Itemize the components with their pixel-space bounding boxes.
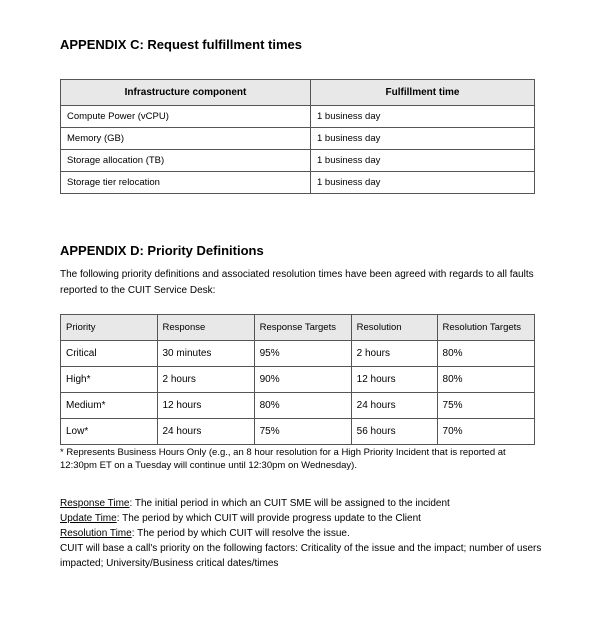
table-cell: 80% bbox=[437, 341, 534, 367]
appendix-d-intro: The following priority definitions and associated resolution times have been agreed with regards to all faults reported to the CUIT Service Desk: bbox=[60, 269, 534, 296]
table-cell: Medium* bbox=[61, 393, 158, 419]
table-row bbox=[61, 341, 535, 367]
table-header-row bbox=[61, 80, 535, 106]
table-cell: 2 hours bbox=[157, 367, 254, 393]
table-cell: High* bbox=[61, 367, 158, 393]
footnote: * Represents Business Hours Only (e.g., an 8 hour resolution for a High Priority Incident that is reported at 12:30pm ET on a Tuesday will continue until 12:30pm on Wednesday). bbox=[60, 447, 506, 471]
table-row bbox=[61, 106, 535, 128]
table-cell: 30 minutes bbox=[157, 341, 254, 367]
appendix-d-heading: APPENDIX D: Priority Definitions bbox=[60, 243, 264, 258]
table-cell: 24 hours bbox=[157, 419, 254, 445]
table-cell: 24 hours bbox=[351, 393, 437, 419]
table-cell: Critical bbox=[61, 341, 158, 367]
table-cell: 56 hours bbox=[351, 419, 437, 445]
table-cell: 75% bbox=[437, 393, 534, 419]
column-header: Fulfillment time bbox=[311, 80, 535, 106]
definition-line bbox=[60, 526, 550, 541]
table-cell: 12 hours bbox=[351, 367, 437, 393]
definition-term: Resolution Time bbox=[60, 528, 132, 539]
table-cell: 12 hours bbox=[157, 393, 254, 419]
column-header: Resolution Targets bbox=[437, 315, 534, 341]
table-cell: 90% bbox=[254, 367, 351, 393]
table-cell: 80% bbox=[437, 367, 534, 393]
table-cell: 2 hours bbox=[351, 341, 437, 367]
definition-term: Update Time bbox=[60, 513, 117, 524]
closing-text: CUIT will base a call's priority on the following factors: Criticality of the issue and the impact; number of users impacted; University/Business critical dates/times bbox=[60, 543, 542, 569]
priority-definitions-table bbox=[60, 314, 535, 445]
table-cell: Memory (GB) bbox=[61, 128, 311, 150]
column-header: Priority bbox=[61, 315, 158, 341]
column-header: Response Targets bbox=[254, 315, 351, 341]
table-row bbox=[61, 172, 535, 194]
table-row bbox=[61, 419, 535, 445]
definition-line bbox=[60, 496, 550, 511]
definition-text: : The initial period in which an CUIT SME will be assigned to the incident bbox=[129, 498, 450, 509]
table-row bbox=[61, 128, 535, 150]
table-cell: Storage allocation (TB) bbox=[61, 150, 311, 172]
table-cell: 1 business day bbox=[311, 128, 535, 150]
definitions-block bbox=[60, 496, 550, 571]
table-cell: Compute Power (vCPU) bbox=[61, 106, 311, 128]
table-cell: 70% bbox=[437, 419, 534, 445]
table-cell: Storage tier relocation bbox=[61, 172, 311, 194]
appendix-c-heading: APPENDIX C: Request fulfillment times bbox=[60, 37, 302, 52]
definition-text: : The period by which CUIT will resolve the issue. bbox=[131, 528, 350, 539]
table-cell: 95% bbox=[254, 341, 351, 367]
table-cell: Low* bbox=[61, 419, 158, 445]
column-header: Resolution bbox=[351, 315, 437, 341]
table-row bbox=[61, 393, 535, 419]
column-header: Infrastructure component bbox=[61, 80, 311, 106]
table-row bbox=[61, 150, 535, 172]
fulfillment-times-table bbox=[60, 79, 535, 194]
definition-line bbox=[60, 511, 550, 526]
table-cell: 75% bbox=[254, 419, 351, 445]
column-header: Response bbox=[157, 315, 254, 341]
table-cell: 1 business day bbox=[311, 106, 535, 128]
table-header-row bbox=[61, 315, 535, 341]
table-cell: 1 business day bbox=[311, 150, 535, 172]
definition-term: Response Time bbox=[60, 498, 130, 509]
table-row bbox=[61, 367, 535, 393]
definition-text: : The period by which CUIT will provide progress update to the Client bbox=[116, 513, 421, 524]
table-cell: 1 business day bbox=[311, 172, 535, 194]
table-cell: 80% bbox=[254, 393, 351, 419]
